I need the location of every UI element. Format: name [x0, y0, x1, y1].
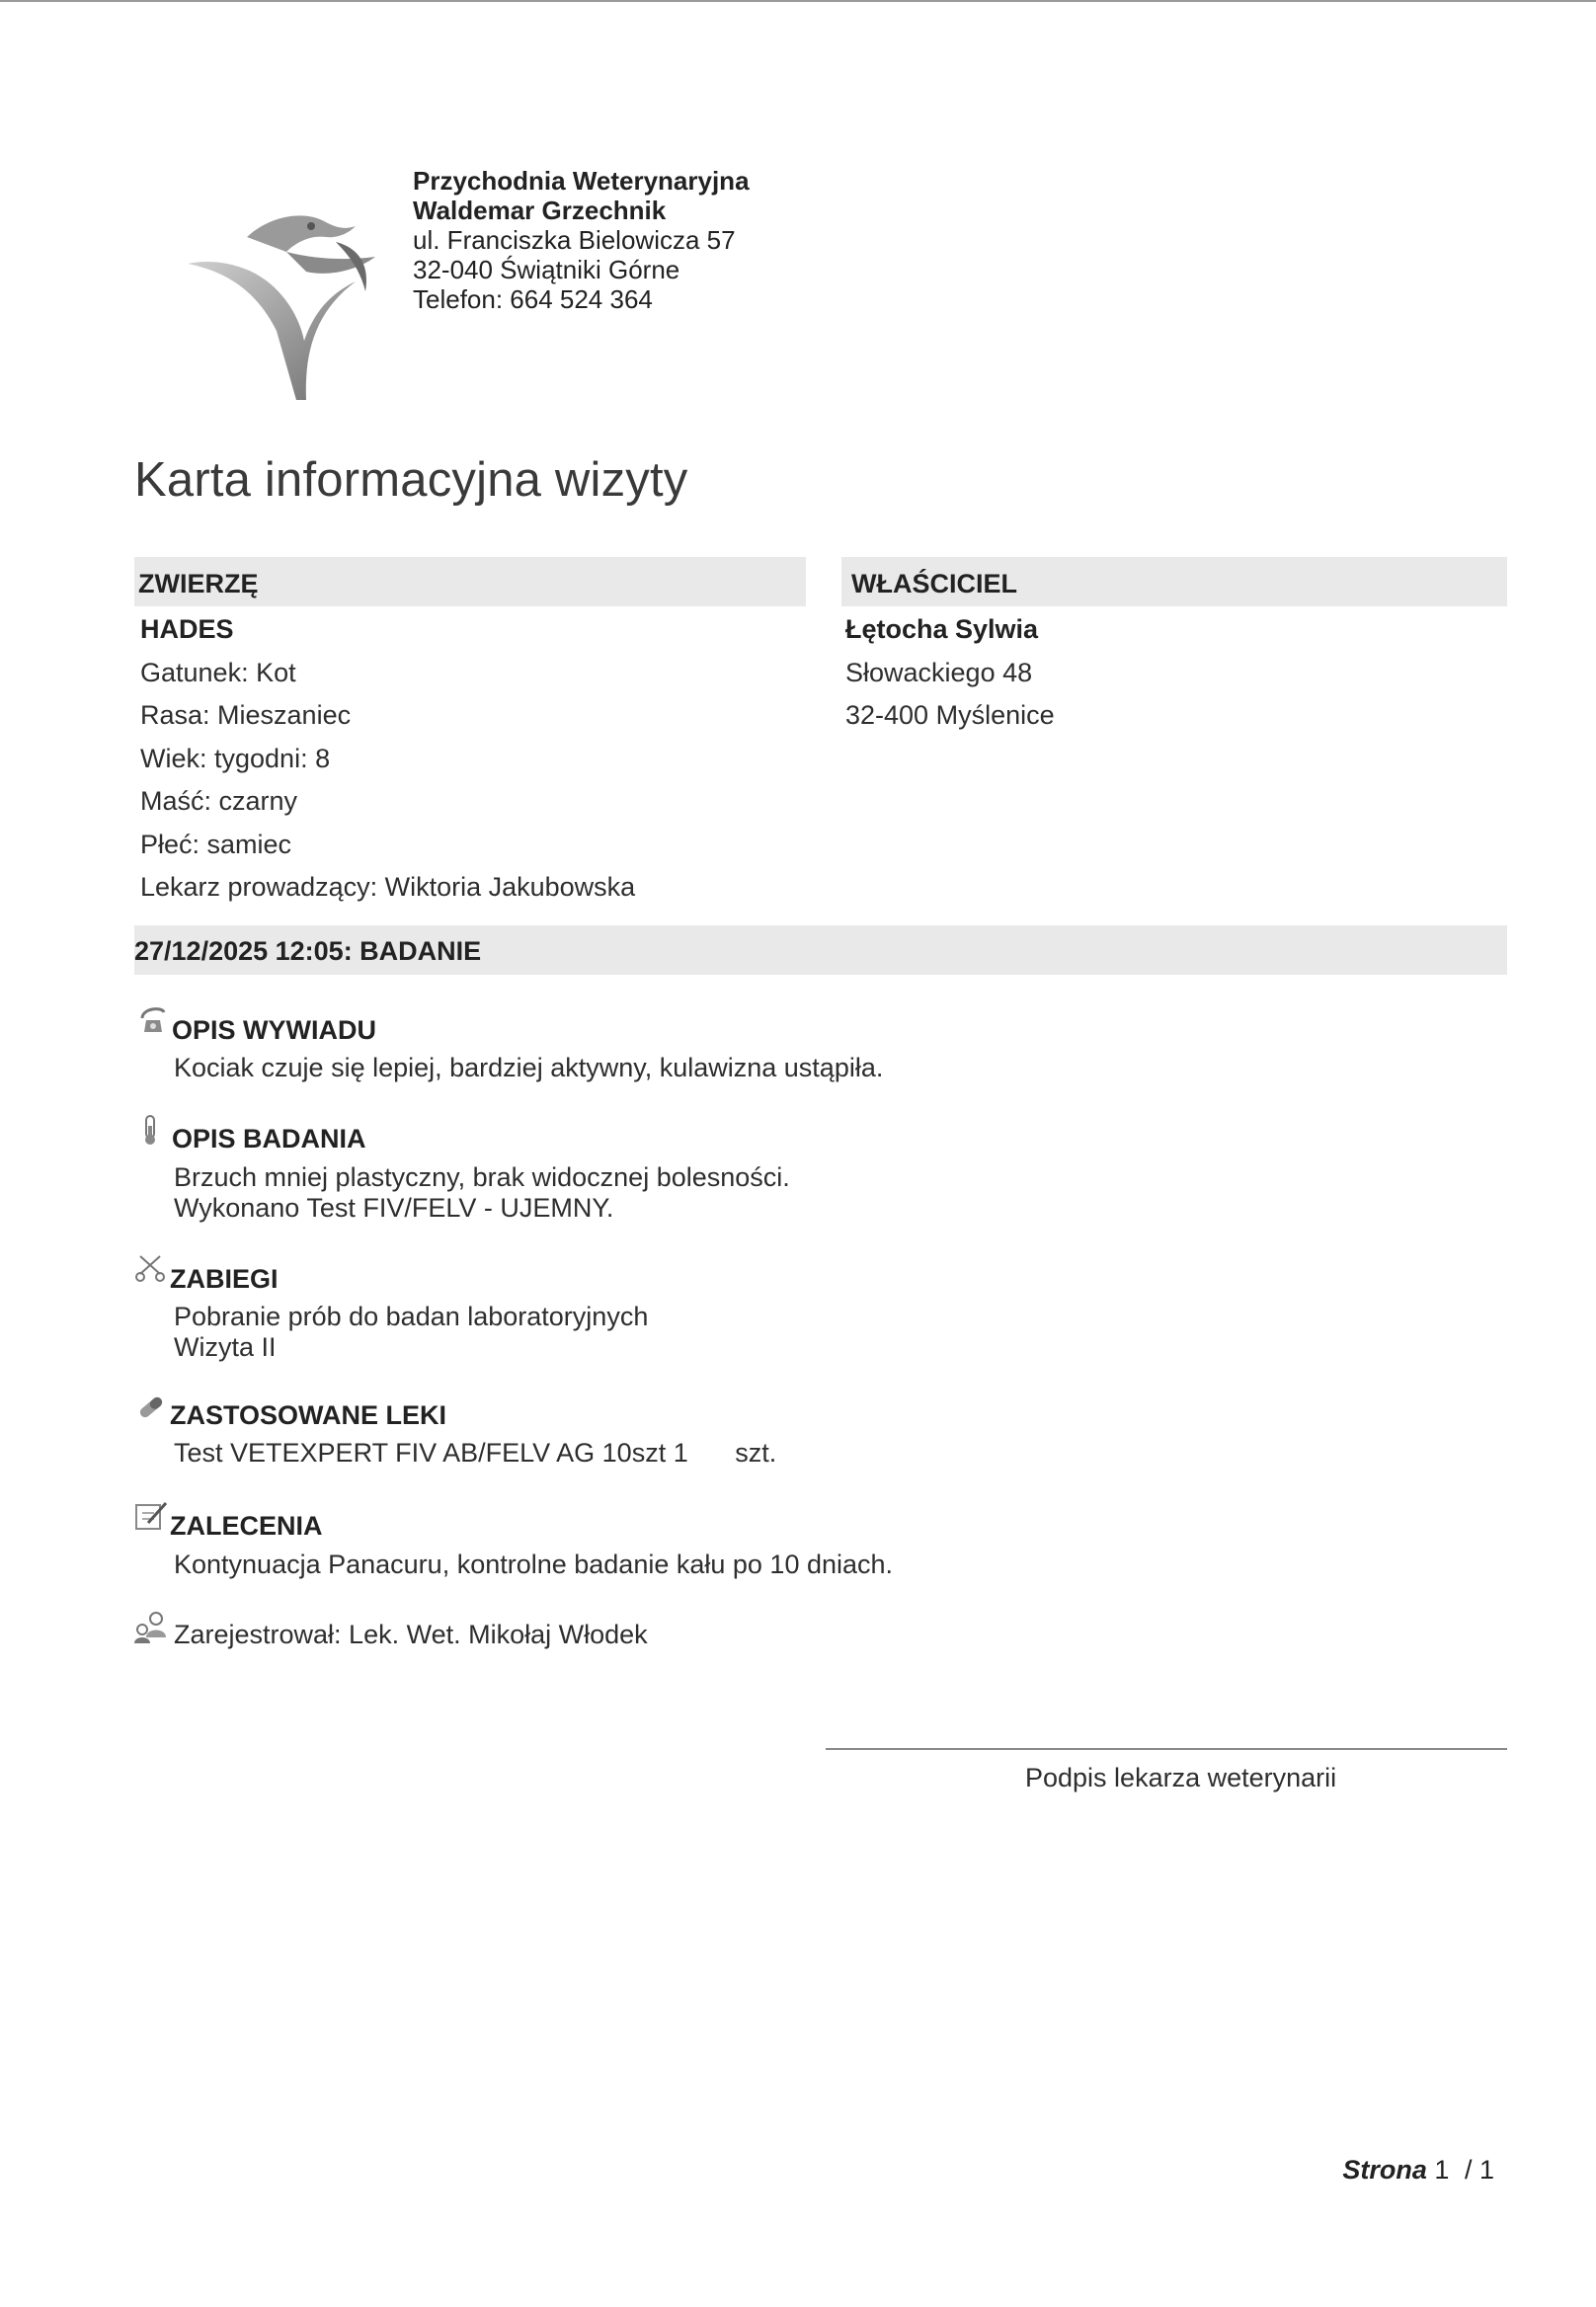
section-line: Brzuch mniej plastyczny, brak widocznej bolesności.	[174, 1162, 790, 1192]
animal-header-bar	[134, 557, 806, 606]
section-line: Wizyta II	[174, 1332, 277, 1362]
section-title-procedures: ZABIEGI	[170, 1264, 279, 1294]
section-line: Kontynuacja Panacuru, kontrolne badanie kału po 10 dniach.	[174, 1550, 894, 1579]
scissors-icon	[134, 1252, 168, 1282]
owner-street: Słowackiego 48	[845, 658, 1033, 687]
users-icon	[132, 1610, 170, 1645]
animal-breed: Rasa: Mieszaniec	[140, 700, 352, 730]
signature-line	[826, 1748, 1507, 1750]
section-title-recommendations: ZALECENIA	[170, 1511, 323, 1541]
page-number	[1342, 2155, 1494, 2186]
animal-header: ZWIERZĘ	[138, 569, 259, 598]
animal-age: Wiek: tygodni: 8	[140, 744, 331, 773]
animal-name: HADES	[140, 614, 234, 644]
registered-by: Zarejestrował: Lek. Wet. Mikołaj Włodek	[174, 1620, 648, 1649]
clinic-info	[413, 166, 750, 314]
animal-color: Maść: czarny	[140, 786, 298, 816]
clinic-name: Przychodnia Weterynaryjna	[413, 166, 750, 196]
section-text-procedures	[174, 1302, 648, 1363]
page-label: Strona	[1342, 2155, 1427, 2185]
page-total: / 1	[1464, 2155, 1494, 2185]
thermometer-icon	[138, 1114, 162, 1148]
section-text-interview	[174, 1053, 883, 1083]
animal-sex: Płeć: samiec	[140, 830, 292, 859]
animal-doctor: Lekarz prowadzący: Wiktoria Jakubowska	[140, 872, 636, 902]
clinic-city: 32-040 Świątniki Górne	[413, 255, 680, 284]
phone-icon	[134, 1002, 168, 1036]
animal-species: Gatunek: Kot	[140, 658, 296, 687]
section-line: Kociak czuje się lepiej, bardziej aktywny, kulawizna ustąpiła.	[174, 1053, 884, 1082]
section-title-interview: OPIS WYWIADU	[172, 1015, 376, 1045]
owner-city: 32-400 Myślenice	[845, 700, 1055, 730]
section-line: Wykonano Test FIV/FELV - UJEMNY.	[174, 1193, 614, 1223]
clinic-street: ul. Franciszka Bielowicza 57	[413, 225, 736, 255]
clinic-phone: Telefon: 664 524 364	[413, 284, 653, 314]
section-text-exam	[174, 1162, 790, 1224]
section-line: Pobranie prób do badan laboratoryjnych	[174, 1302, 649, 1331]
section-text-recommendations	[174, 1550, 893, 1580]
visit-header-bar	[134, 925, 1507, 975]
section-title-drugs: ZASTOSOWANE LEKI	[170, 1400, 447, 1430]
owner-header-bar	[841, 557, 1507, 606]
owner-name: Łętocha Sylwia	[845, 614, 1039, 644]
section-title-exam: OPIS BADANIA	[172, 1124, 366, 1154]
clinic-owner: Waldemar Grzechnik	[413, 196, 667, 225]
pill-icon	[134, 1392, 168, 1422]
clinic-logo	[188, 202, 395, 405]
drug-name: Test VETEXPERT FIV AB/FELV AG 10szt 1	[174, 1438, 688, 1468]
owner-header: WŁAŚCICIEL	[851, 569, 1017, 598]
signature-caption: Podpis lekarza weterynarii	[1025, 1763, 1337, 1792]
page-current: 1	[1434, 2155, 1450, 2185]
drug-unit: szt.	[735, 1438, 777, 1468]
scan-edge-line	[0, 0, 1596, 2]
notepad-icon	[134, 1499, 170, 1533]
page-title: Karta informacyjna wizyty	[134, 453, 688, 507]
section-text-drugs	[174, 1438, 776, 1469]
visit-header: 27/12/2025 12:05: BADANIE	[134, 936, 482, 966]
